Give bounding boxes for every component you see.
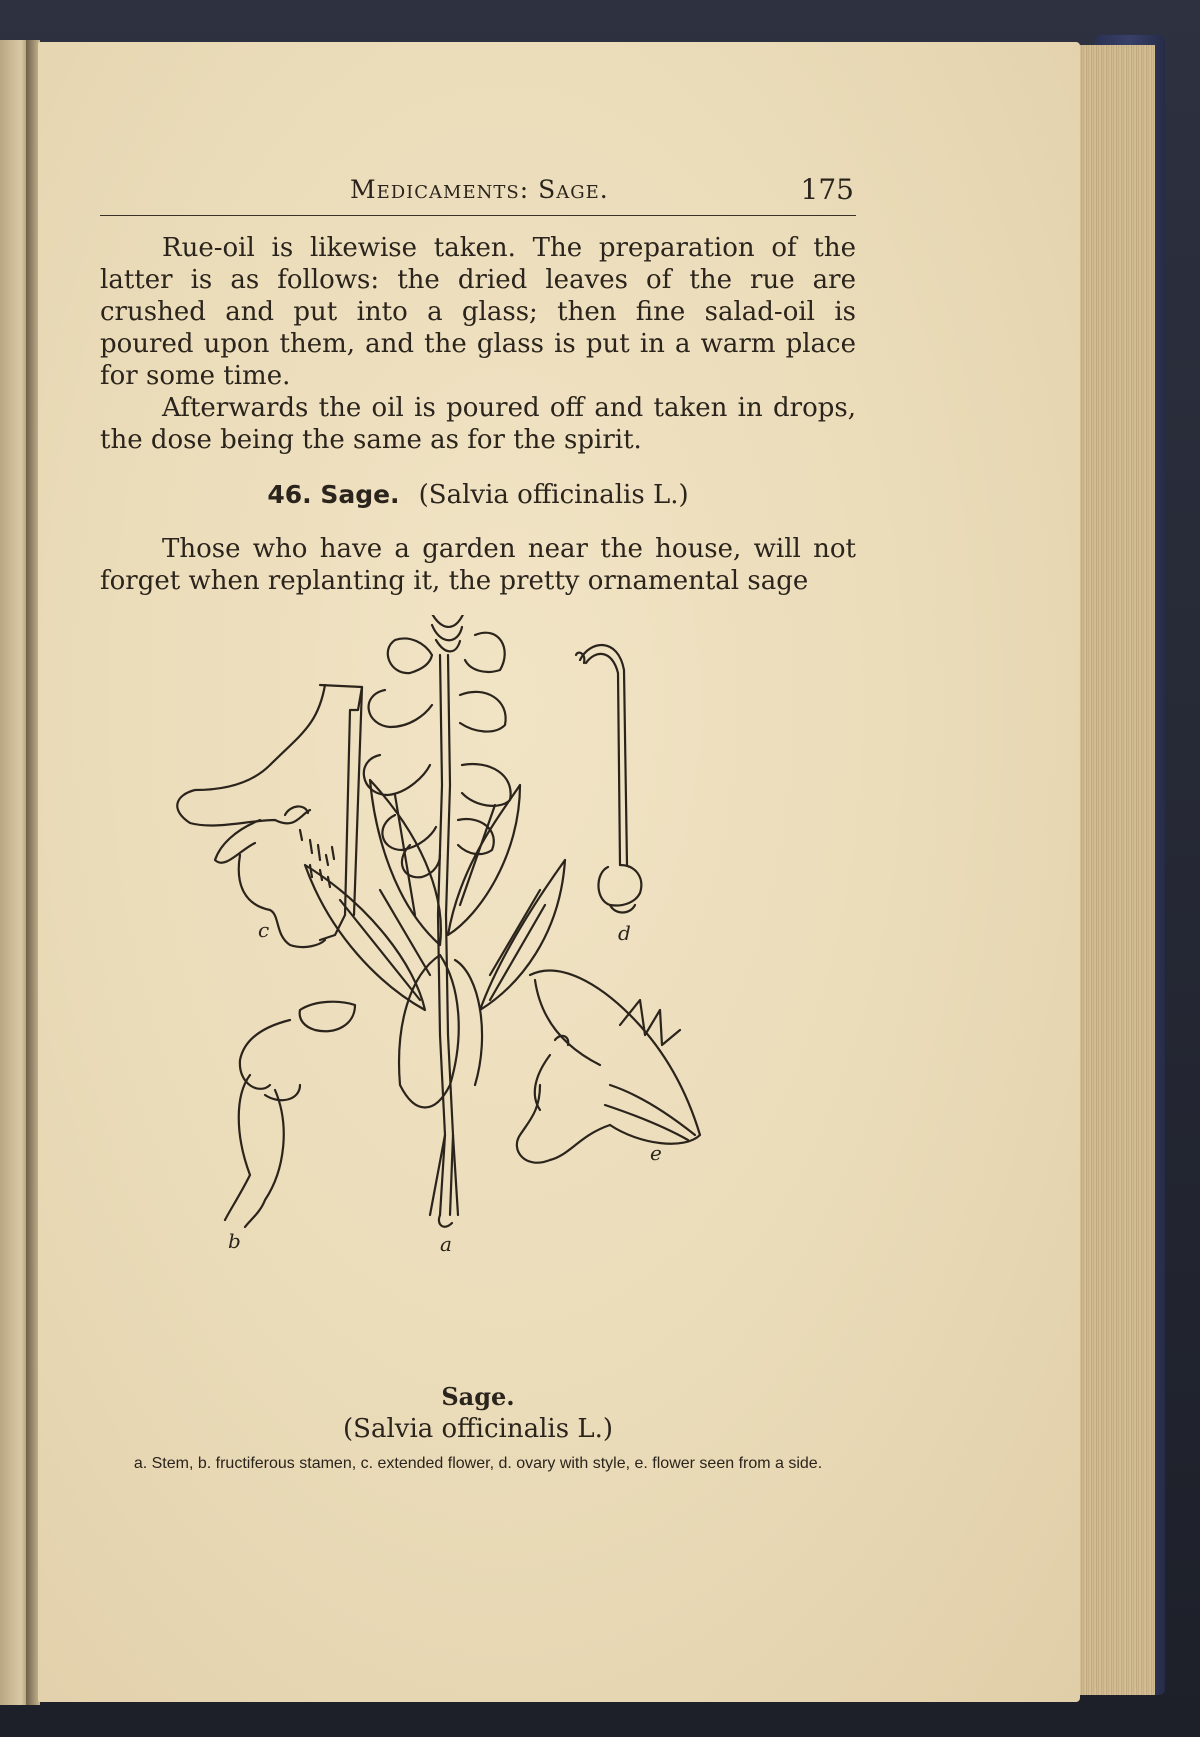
sage-stem-a: [305, 615, 565, 1227]
paragraph-rue-oil: Rue-oil is likewise taken. The preparation of the latter is as follows: the dried leaves of the rue are crushed and put into a glass; then fine salad-oil is poured upon them, and the glass is put in a warm place for some time.: [100, 233, 856, 391]
label-c: c: [258, 918, 270, 942]
figure-caption-title: Sage.: [441, 1382, 515, 1411]
paragraph-garden: Those who have a garden near the house, will not forget when replanting it, the pretty ornamental sage: [100, 534, 856, 596]
running-head: Medicaments: Sage.: [350, 175, 609, 204]
figure-caption-description: a. Stem, b. fructiferous stamen, c. extended flower, d. ovary with style, e. flower seen from a side.: [133, 1455, 823, 1472]
side-flower-e: [517, 971, 700, 1163]
paragraph-afterwards: Afterwards the oil is poured off and taken in drops, the dose being the same as for the spirit.: [100, 393, 856, 455]
section-latin-name: (Salvia officinalis L.): [418, 480, 689, 510]
label-e: e: [650, 1141, 662, 1165]
page-header: [100, 175, 856, 216]
page-block-edges: [1075, 45, 1155, 1695]
label-d: d: [618, 921, 631, 945]
section-heading: [100, 480, 856, 510]
extended-flower-c: [177, 685, 362, 947]
page-number: 175: [800, 173, 854, 206]
figure-caption-latin: (Salvia officinalis L.): [342, 1414, 614, 1444]
stamen-b: [225, 1002, 355, 1227]
label-b: b: [228, 1229, 241, 1253]
ovary-style-d: [576, 645, 641, 912]
section-number: 46. Sage.: [267, 480, 400, 509]
label-a: a: [440, 1232, 452, 1256]
sage-illustration: [140, 615, 820, 1375]
